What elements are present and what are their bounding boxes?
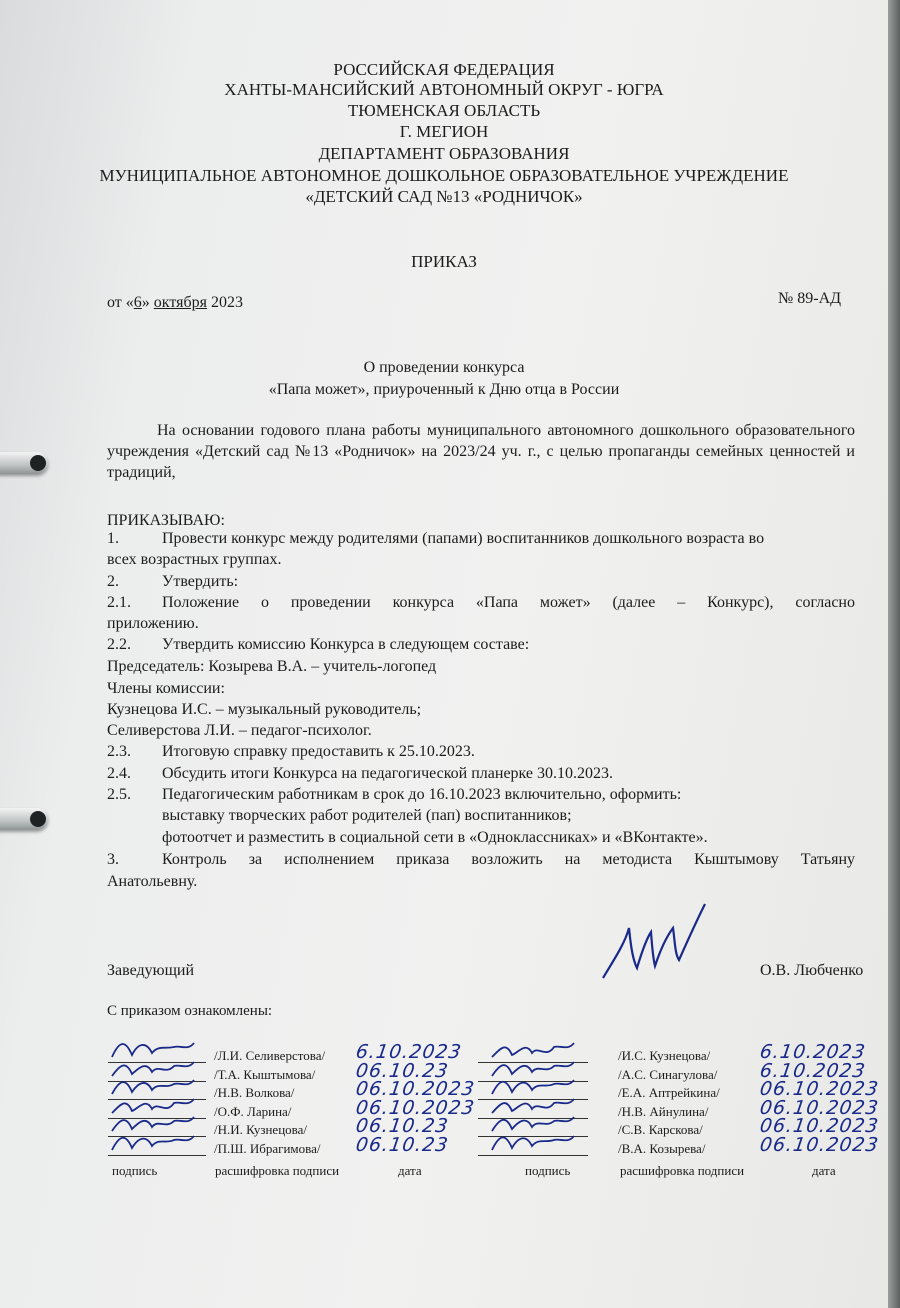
commission-member: Кузнецова И.С. – музыкальный руководитель; (107, 701, 422, 718)
binder-ring (0, 452, 50, 476)
item-number: 2.4. (107, 765, 131, 782)
item-text: Положение о проведении конкурса «Папа может» (далее – Конкурс), согласно (162, 594, 855, 611)
item-number: 2.2. (107, 636, 131, 653)
ack-title: С приказом ознакомлены: (107, 1003, 273, 1019)
item-number: 1. (107, 530, 119, 547)
col-label-decode: расшифровка подписи (215, 1163, 340, 1178)
ack-name: /В.А. Козырева/ (618, 1140, 706, 1156)
order-word: ПРИКАЗЫВАЮ: (107, 512, 225, 529)
header-department: ДЕПАРТАМЕНТ ОБРАЗОВАНИЯ (318, 144, 570, 163)
ack-date: 06.10.2023 (758, 1078, 881, 1100)
ack-name: /А.С. Синагулова/ (618, 1066, 718, 1082)
item-text: Провести конкурс между родителями (папами) воспитанников дошкольного возраста во (162, 530, 765, 547)
header-country: РОССИЙСКАЯ ФЕДЕРАЦИЯ (333, 60, 555, 79)
subject-line-1: О проведении конкурса (363, 359, 525, 376)
ack-date: 06.10.2023 (758, 1096, 881, 1119)
ack-name: /Л.И. Селиверстова/ (214, 1048, 326, 1063)
header-city: Г. МЕГИОН (399, 122, 489, 141)
col-label-decode: расшифровка подписи (620, 1163, 745, 1178)
item-text: Обсудить итоги Конкурса на педагогической планерке 30.10.2023. (162, 765, 614, 782)
item-text: Педагогическим работникам в срок до 16.10.2023 включительно, оформить: (162, 786, 682, 803)
ack-date: 6.10.2023 (758, 1041, 868, 1063)
signer-role: Заведующий (107, 962, 195, 979)
preamble: На основании годового плана работы муниципального автономного дошкольного образовательного учреждения «Детский сад №13 «Родничок» на 2023/24 уч. г., с целью пропаганды семейных ценностей и традиций, (107, 422, 855, 481)
ack-date: 06.10.2023 (354, 1078, 477, 1100)
col-label-date: дата (398, 1163, 422, 1178)
ack-date: 06.10.23 (354, 1115, 451, 1137)
ack-name: /И.С. Кузнецова/ (618, 1048, 711, 1063)
ack-date: 06.10.23 (354, 1059, 451, 1082)
signer-name: О.В. Любченко (760, 962, 864, 979)
ack-name: /С.В. Карскова/ (618, 1122, 703, 1137)
item-text: Итоговую справку предоставить к 25.10.2023. (162, 743, 475, 760)
page-edge (888, 0, 900, 1308)
director-signature (595, 898, 715, 988)
ack-name: /О.Ф. Ларина/ (214, 1103, 292, 1119)
commission-members-label: Члены комиссии: (107, 680, 225, 697)
order-date: от «6» октября 2023 (107, 294, 243, 311)
item-number: 2.5. (107, 786, 131, 803)
commission-chair: Председатель: Козырева В.А. – учитель-логопед (107, 658, 437, 675)
handwritten-signature (108, 1128, 198, 1158)
col-label-sign: подпись (112, 1163, 158, 1178)
col-label-date: дата (812, 1163, 836, 1178)
ack-name: /П.Ш. Ибрагимова/ (214, 1140, 321, 1156)
header-institution: МУНИЦИПАЛЬНОЕ АВТОНОМНОЕ ДОШКОЛЬНОЕ ОБРАЗОВАТЕЛЬНОЕ УЧРЕЖДЕНИЕ (99, 166, 789, 185)
item-number: 3. (107, 851, 119, 868)
ack-date: 06.10.23 (354, 1133, 451, 1156)
order-number: № 89-АД (778, 290, 842, 307)
item-text: фотоотчет и разместить в социальной сети в «Одноклассниках» и «ВКонтакте». (162, 829, 708, 846)
item-number: 2. (107, 573, 119, 590)
binder-ring (0, 808, 50, 832)
ack-name: /Н.И. Кузнецова/ (214, 1122, 307, 1137)
subject-line-2: «Папа может», приуроченный к Дню отца в России (268, 381, 620, 398)
item-text: всех возрастных группах. (107, 551, 282, 568)
item-number: 2.1. (107, 594, 131, 611)
ack-name: /Е.А. Аптрейкина/ (618, 1085, 720, 1100)
item-text: Анатольевну. (107, 873, 198, 890)
ack-date: 6.10.2023 (354, 1041, 464, 1063)
item-number: 2.3. (107, 743, 131, 760)
header-kindergarten: «ДЕТСКИЙ САД №13 «РОДНИЧОК» (305, 187, 583, 206)
item-text: Утвердить комиссию Конкурса в следующем составе: (162, 636, 530, 653)
item-text: Утвердить: (162, 573, 239, 590)
commission-member: Селиверстова Л.И. – педагог-психолог. (107, 722, 372, 739)
ack-name: /Н.В. Айнулина/ (618, 1103, 709, 1119)
document-type: ПРИКАЗ (411, 252, 477, 271)
ack-date: 6.10.2023 (758, 1059, 868, 1082)
ack-date: 06.10.2023 (354, 1096, 477, 1119)
ack-name: /Т.А. Кыштымова/ (214, 1066, 316, 1082)
item-text: Контроль за исполнением приказа возложить на методиста Кыштымову Татьяну (162, 851, 855, 868)
header-okrug: ХАНТЫ-МАНСИЙСКИЙ АВТОНОМНЫЙ ОКРУГ - ЮГРА (224, 80, 664, 99)
handwritten-signature (488, 1128, 578, 1158)
item-text: приложению. (107, 615, 199, 632)
item-text: выставку творческих работ родителей (пап) воспитанников; (162, 807, 572, 824)
ack-date: 06.10.2023 (758, 1115, 881, 1137)
col-label-sign: подпись (525, 1163, 571, 1178)
ack-date: 06.10.2023 (758, 1133, 881, 1156)
ack-name: /Н.В. Волкова/ (214, 1085, 295, 1100)
header-oblast: ТЮМЕНСКАЯ ОБЛАСТЬ (347, 101, 541, 120)
